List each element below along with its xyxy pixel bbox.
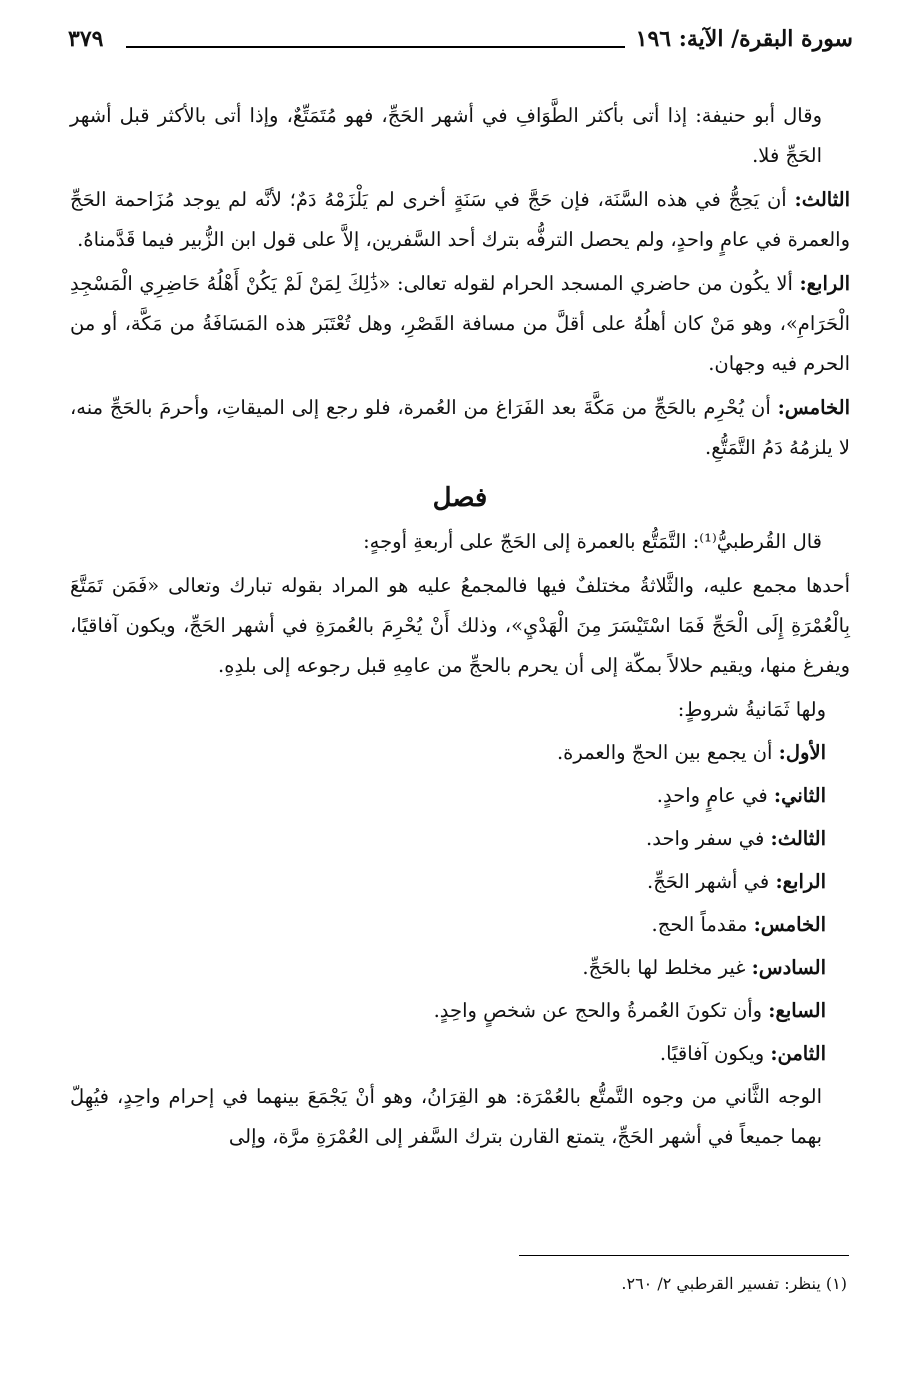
paragraph-text: الوجه الثَّاني من وجوه التَّمتُّع بالعُمْرَة: هو القِرَانُ، وهو أنْ يَجْمَعَ بينهما في إحرام واحِدٍ، فيُهِلّ بهما جميعاً في أشهر الحَجِّ، يتمتع القارن بترك السَّفر إلى العُمْرَةِ مرَّة، وإلى xyxy=(70,1085,822,1148)
condition-text: ويكون آفاقيًا. xyxy=(659,1042,771,1065)
condition-item xyxy=(70,862,850,902)
condition-item xyxy=(70,819,850,859)
paragraph xyxy=(70,96,850,176)
condition-label: الخامس: xyxy=(753,913,826,936)
condition-label: الثالث: xyxy=(770,827,826,850)
condition-label: السابع: xyxy=(768,999,826,1022)
condition-label: السادس: xyxy=(751,956,826,979)
paragraph-label: الرابع: xyxy=(799,272,850,295)
paragraph xyxy=(70,180,850,260)
condition-label: الأول: xyxy=(778,741,826,764)
condition-item xyxy=(70,991,850,1031)
condition-item xyxy=(70,733,850,773)
condition-text: في عامٍ واحدٍ. xyxy=(656,784,774,807)
page-number: ٣٧٩ xyxy=(68,26,104,52)
paragraph-text: أن يَحِجُّ في هذه السَّنَة، فإن حَجَّ في سَنَةٍ أخرى لم يَلْزَمْهُ دَمٌ؛ لأنَّه لم يوجد مُزَاحمة الحَجِّ والعمرة في عامٍ واحدٍ، ولم يحصل الترفُّه بترك أحد السَّفرين، إلاَّ على قول ابن الزُّبير فيما قَدَّمناهُ. xyxy=(70,188,850,251)
page-body xyxy=(70,96,850,1161)
paragraph xyxy=(70,264,850,384)
footnote: (١) ينظر: تفسير القرطبي ٢/ ٢٦٠. xyxy=(621,1274,847,1293)
condition-text: في سفر واحد. xyxy=(646,827,771,850)
paragraph xyxy=(70,690,850,730)
condition-item xyxy=(70,948,850,988)
paragraph-label: الثالث: xyxy=(794,188,850,211)
paragraph-text: أحدها مجمع عليه، والثَّلاثةُ مختلفٌ فيها فالمجمعُ عليه هو المراد بقوله تبارك وتعالى «فَمَن تَمَتَّعَ بِالْعُمْرَةِ إِلَى الْحَجِّ فَمَا اسْتَيْسَرَ مِنَ الْهَدْيِ»، وذلك أَنْ يُحْرِمَ بالعُمرَةِ في أشهر الحَجِّ، ويكون آفاقيًا، ويفرغ منها، ويقيم حلالاً بمكّة إلى أن يحرم بالحجِّ من عامِهِ قبل رجوعه إلى بلدِهِ. xyxy=(70,574,850,677)
paragraph-label: الخامس: xyxy=(777,396,850,419)
header-rule xyxy=(126,46,625,48)
condition-label: الثاني: xyxy=(773,784,826,807)
paragraph-text: ألا يكُون من حاضري المسجد الحرام لقوله تعالى: «ذَٰلِكَ لِمَنْ لَمْ يَكُنْ أَهْلُهُ حَاضِرِي الْمَسْجِدِ الْحَرَامِ»، وهو مَنْ كان أهلُهُ على أقلَّ من مسافة القَصْرِ، وهل تُعْتَبَر هذه المَسَافَةُ من مَكَّة، أو من الحرم فيه وجهان. xyxy=(70,272,850,375)
condition-item xyxy=(70,905,850,945)
condition-text: أن يجمع بين الحجّ والعمرة. xyxy=(556,741,779,764)
paragraph xyxy=(70,388,850,468)
condition-item xyxy=(70,776,850,816)
paragraph-text: أن يُحْرِم بالحَجِّ من مَكَّةَ بعد الفَرَاغ من العُمرة، فلو رجع إلى الميقاتِ، وأحرمَ بالحَجِّ منه، لا يلزمُهُ دَمُ التَّمَتُّعِ. xyxy=(70,396,850,459)
section-heading: فصل xyxy=(432,483,488,513)
condition-label: الثامن: xyxy=(770,1042,826,1065)
page-header xyxy=(68,18,853,58)
condition-text: غير مخلط لها بالحَجِّ. xyxy=(582,956,752,979)
paragraph-text: ولها ثَمَانيةُ شروطٍ: xyxy=(677,698,826,721)
condition-text: في أشهر الحَجِّ. xyxy=(647,870,776,893)
condition-item xyxy=(70,1034,850,1074)
condition-label: الرابع: xyxy=(775,870,826,893)
paragraph xyxy=(70,566,850,686)
condition-text: مقدماً الحج. xyxy=(651,913,754,936)
paragraph xyxy=(70,1077,850,1157)
paragraph xyxy=(70,522,850,562)
header-title: سورة البقرة/ الآية: ١٩٦ xyxy=(635,26,853,52)
footnote-rule xyxy=(519,1255,849,1256)
paragraph-text: قال القُرطبيُّ⁽¹⁾: التَّمَتُّع بالعمرة إلى الحَجّ على أربعةِ أوجهٍ: xyxy=(363,530,822,553)
paragraph-text: وقال أبو حنيفة: إذا أتى بأكثر الطَّوَافِ في أشهر الحَجِّ، فهو مُتَمَتِّعٌ، وإذا أتى بالأكثر قبل أشهر الحَجِّ فلا. xyxy=(70,104,822,167)
condition-text: وأن تكونَ العُمرةُ والحج عن شخصٍ واحِدٍ. xyxy=(433,999,769,1022)
